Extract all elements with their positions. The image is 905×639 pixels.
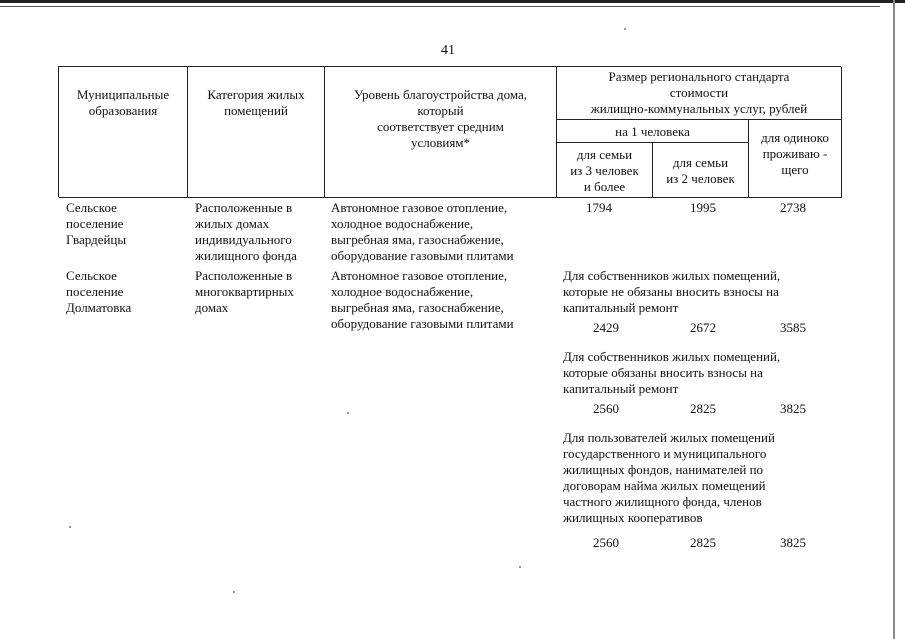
group2-value-single: 3825 bbox=[780, 401, 806, 416]
header-per-person: на 1 человека bbox=[557, 120, 749, 143]
scan-speck bbox=[519, 566, 521, 568]
scan-right-edge bbox=[893, 0, 895, 639]
header-family-3: для семьи из 3 человек и более bbox=[557, 143, 653, 198]
scan-top-line bbox=[0, 6, 880, 7]
group1-label: Для собственников жилых помещений, которые не обязаны вносить взносы на капитальный ремонт bbox=[563, 268, 781, 315]
row1-level: Автономное газовое отопление, холодное водоснабжение, выгребная яма, газоснабжение, оборудование газовыми плитами bbox=[331, 200, 514, 263]
row2-level: Автономное газовое отопление, холодное водоснабжение, выгребная яма, газоснабжение, оборудование газовыми плитами bbox=[331, 268, 514, 331]
group2-value-family3: 2560 bbox=[593, 401, 619, 416]
header-municipality: Муниципальные образования bbox=[59, 67, 188, 198]
header-category: Категория жилых помещений bbox=[188, 67, 325, 198]
group1-value-family3: 2429 bbox=[593, 320, 619, 335]
row1-municipality: Сельское поселение Гвардейцы bbox=[66, 200, 127, 247]
header-single: для одиноко проживаю - щего bbox=[749, 120, 842, 198]
scan-speck bbox=[347, 412, 349, 414]
row1-category: Расположенные в жилых домах индивидуального жилищного фонда bbox=[195, 200, 297, 263]
header-family-2: для семьи из 2 человек bbox=[653, 143, 749, 198]
scan-top-border bbox=[0, 0, 905, 3]
page-number: 41 bbox=[441, 43, 455, 58]
group1-value-single: 3585 bbox=[780, 320, 806, 335]
header-level: Уровень благоустройства дома, который соответствует средним условиям* bbox=[325, 67, 557, 198]
scan-speck bbox=[69, 526, 71, 528]
group2-label: Для собственников жилых помещений, которые обязаны вносить взносы на капитальный ремонт bbox=[563, 349, 781, 396]
scan-speck bbox=[624, 28, 626, 30]
table-header bbox=[58, 66, 841, 197]
scan-speck bbox=[233, 591, 235, 593]
header-standard-size: Размер регионального стандарта стоимости жилищно-коммунальных услуг, рублей bbox=[557, 67, 842, 120]
group3-value-family3: 2560 bbox=[593, 535, 619, 550]
row1-value-family2: 1995 bbox=[690, 200, 716, 215]
group3-label: Для пользователей жилых помещений государственного и муниципального жилищных фондов, нанимателей по договорам найма жилых помещений частного жилищного фонда, членов жилищных кооперативов bbox=[563, 430, 775, 525]
row1-value-single: 2738 bbox=[780, 200, 806, 215]
row1-value-family3: 1794 bbox=[586, 200, 612, 215]
group3-value-family2: 2825 bbox=[690, 535, 716, 550]
row2-municipality: Сельское поселение Долматовка bbox=[66, 268, 132, 315]
group2-value-family2: 2825 bbox=[690, 401, 716, 416]
row2-category: Расположенные в многоквартирных домах bbox=[195, 268, 294, 315]
group3-value-single: 3825 bbox=[780, 535, 806, 550]
group1-value-family2: 2672 bbox=[690, 320, 716, 335]
